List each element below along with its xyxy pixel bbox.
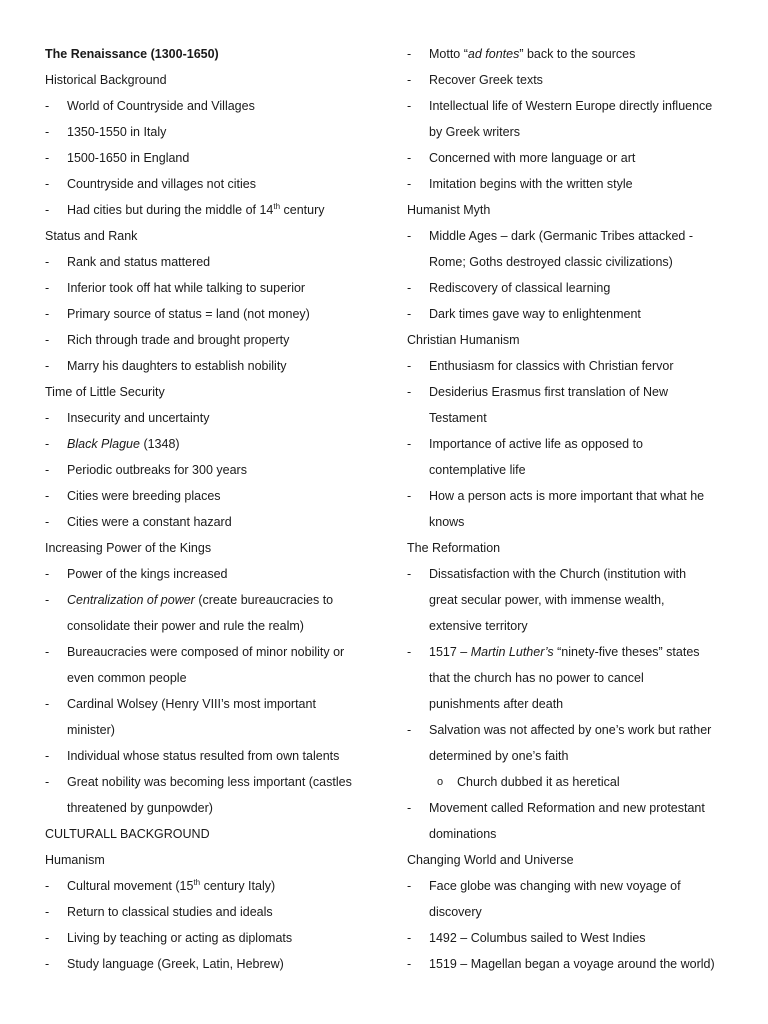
bullet: - xyxy=(407,99,412,113)
bullet: - xyxy=(45,775,50,789)
bullet: - xyxy=(45,905,50,919)
list-item: - Intellectual life of Western Europe directly influence xyxy=(407,93,724,119)
bullet: - xyxy=(45,749,50,763)
section-heading: Status and Rank xyxy=(45,229,138,243)
section-heading: The Reformation xyxy=(407,541,501,555)
bullet: - xyxy=(45,515,50,529)
list-item: - How a person acts is more important that what he xyxy=(407,483,724,509)
list-item: - Inferior took off hat while talking to superior xyxy=(45,275,363,301)
list-item: - Rediscovery of classical learning xyxy=(407,275,724,301)
section-heading: Changing World and Universe xyxy=(407,853,574,867)
bullet: - xyxy=(407,931,412,945)
list-item: - Movement called Reformation and new protestant xyxy=(407,795,724,821)
list-item: - Dissatisfaction with the Church (institution with xyxy=(407,561,724,587)
bullet: - xyxy=(407,307,412,321)
bullet: - xyxy=(45,99,50,113)
right-column xyxy=(407,41,724,977)
bullet: - xyxy=(45,411,50,425)
bullet: - xyxy=(45,255,50,269)
bullet: - xyxy=(45,645,50,659)
document-title: The Renaissance (1300-1650) xyxy=(45,47,219,61)
list-item: - Had cities but during the middle of 14th century xyxy=(45,197,363,223)
bullet: - xyxy=(407,385,412,399)
list-item: - 1519 – Magellan began a voyage around the world) xyxy=(407,951,724,977)
list-item-continuation: Rome; Goths destroyed classic civilizations) xyxy=(429,255,673,269)
list-item: - Cities were a constant hazard xyxy=(45,509,363,535)
section-heading: Increasing Power of the Kings xyxy=(45,541,212,555)
list-item: - Importance of active life as opposed to xyxy=(407,431,724,457)
list-item: - Recover Greek texts xyxy=(407,67,724,93)
bullet: - xyxy=(407,151,412,165)
bullet: - xyxy=(45,281,50,295)
bullet: - xyxy=(407,229,412,243)
list-item: - Cities were breeding places xyxy=(45,483,363,509)
section-heading: Time of Little Security xyxy=(45,385,165,399)
list-item: - Face globe was changing with new voyage of xyxy=(407,873,724,899)
section-heading: Humanist Myth xyxy=(407,203,491,217)
bullet: - xyxy=(407,489,412,503)
list-item-continuation: extensive territory xyxy=(429,619,528,633)
section-heading: Historical Background xyxy=(45,73,167,87)
list-item-continuation: that the church has no power to cancel xyxy=(429,671,644,685)
list-item: - Marry his daughters to establish nobility xyxy=(45,353,363,379)
bullet: - xyxy=(45,125,50,139)
sub-list-item: o Church dubbed it as heretical xyxy=(407,769,724,795)
list-item: - Salvation was not affected by one’s work but rather xyxy=(407,717,724,743)
list-item: - Centralization of power (create bureaucracies to xyxy=(45,587,363,613)
bullet: - xyxy=(407,723,412,737)
list-item-continuation: determined by one’s faith xyxy=(429,749,569,763)
list-item: - Great nobility was becoming less important (castles xyxy=(45,769,363,795)
list-item: - Return to classical studies and ideals xyxy=(45,899,363,925)
list-item: - Concerned with more language or art xyxy=(407,145,724,171)
list-item: - Insecurity and uncertainty xyxy=(45,405,363,431)
list-item: - Black Plague (1348) xyxy=(45,431,363,457)
list-item: - Power of the kings increased xyxy=(45,561,363,587)
bullet: - xyxy=(407,957,412,971)
list-item: - Living by teaching or acting as diplomats xyxy=(45,925,363,951)
bullet: - xyxy=(45,437,50,451)
list-item-continuation: by Greek writers xyxy=(429,125,520,139)
list-item-continuation: Testament xyxy=(429,411,487,425)
list-item: - Dark times gave way to enlightenment xyxy=(407,301,724,327)
bullet: - xyxy=(407,801,412,815)
section-heading: Christian Humanism xyxy=(407,333,520,347)
bullet: - xyxy=(407,359,412,373)
bullet: - xyxy=(407,177,412,191)
sub-bullet: o xyxy=(437,776,444,788)
bullet: - xyxy=(407,645,412,659)
bullet: - xyxy=(407,73,412,87)
bullet: - xyxy=(45,151,50,165)
list-item: - Cultural movement (15th century Italy) xyxy=(45,873,363,899)
bullet: - xyxy=(45,931,50,945)
bullet: - xyxy=(45,203,50,217)
bullet: - xyxy=(45,567,50,581)
bullet: - xyxy=(45,489,50,503)
bullet: - xyxy=(45,593,50,607)
bullet: - xyxy=(407,437,412,451)
list-item: - Imitation begins with the written style xyxy=(407,171,724,197)
list-item-continuation: great secular power, with immense wealth, xyxy=(429,593,665,607)
left-column xyxy=(45,41,363,977)
section-heading: CULTURALL BACKGROUND xyxy=(45,827,210,841)
bullet: - xyxy=(407,47,412,61)
list-item-continuation: dominations xyxy=(429,827,497,841)
bullet: - xyxy=(407,281,412,295)
bullet: - xyxy=(45,697,50,711)
list-item: - Motto “ad fontes” back to the sources xyxy=(407,41,724,67)
list-item: - Desiderius Erasmus first translation of New xyxy=(407,379,724,405)
bullet: - xyxy=(407,567,412,581)
list-item: - Bureaucracies were composed of minor nobility or xyxy=(45,639,363,665)
list-item: - Middle Ages – dark (Germanic Tribes attacked - xyxy=(407,223,724,249)
list-item: - Rank and status mattered xyxy=(45,249,363,275)
list-item-continuation: threatened by gunpowder) xyxy=(67,801,213,815)
list-item-continuation: minister) xyxy=(67,723,115,737)
bullet: - xyxy=(45,957,50,971)
list-item: - World of Countryside and Villages xyxy=(45,93,363,119)
list-item-continuation: punishments after death xyxy=(429,697,564,711)
list-item-continuation: knows xyxy=(429,515,465,529)
list-item: - 1492 – Columbus sailed to West Indies xyxy=(407,925,724,951)
list-item: - Countryside and villages not cities xyxy=(45,171,363,197)
section-heading: Humanism xyxy=(45,853,105,867)
bullet: - xyxy=(45,879,50,893)
list-item: - 1517 – Martin Luther’s “ninety-five theses” states xyxy=(407,639,724,665)
list-item: - Cardinal Wolsey (Henry VIII’s most important xyxy=(45,691,363,717)
list-item: - Primary source of status = land (not money) xyxy=(45,301,363,327)
list-item: - 1500-1650 in England xyxy=(45,145,363,171)
list-item-continuation: discovery xyxy=(429,905,482,919)
bullet: - xyxy=(45,307,50,321)
list-item: - Study language (Greek, Latin, Hebrew) xyxy=(45,951,363,977)
list-item-continuation: contemplative life xyxy=(429,463,526,477)
bullet: - xyxy=(45,333,50,347)
list-item: - Rich through trade and brought property xyxy=(45,327,363,353)
list-item: - 1350-1550 in Italy xyxy=(45,119,363,145)
bullet: - xyxy=(45,359,50,373)
bullet: - xyxy=(45,177,50,191)
bullet: - xyxy=(45,463,50,477)
list-item: - Individual whose status resulted from own talents xyxy=(45,743,363,769)
list-item: - Periodic outbreaks for 300 years xyxy=(45,457,363,483)
list-item-continuation: even common people xyxy=(67,671,187,685)
bullet: - xyxy=(407,879,412,893)
list-item-continuation: consolidate their power and rule the realm) xyxy=(67,619,304,633)
list-item: - Enthusiasm for classics with Christian fervor xyxy=(407,353,724,379)
